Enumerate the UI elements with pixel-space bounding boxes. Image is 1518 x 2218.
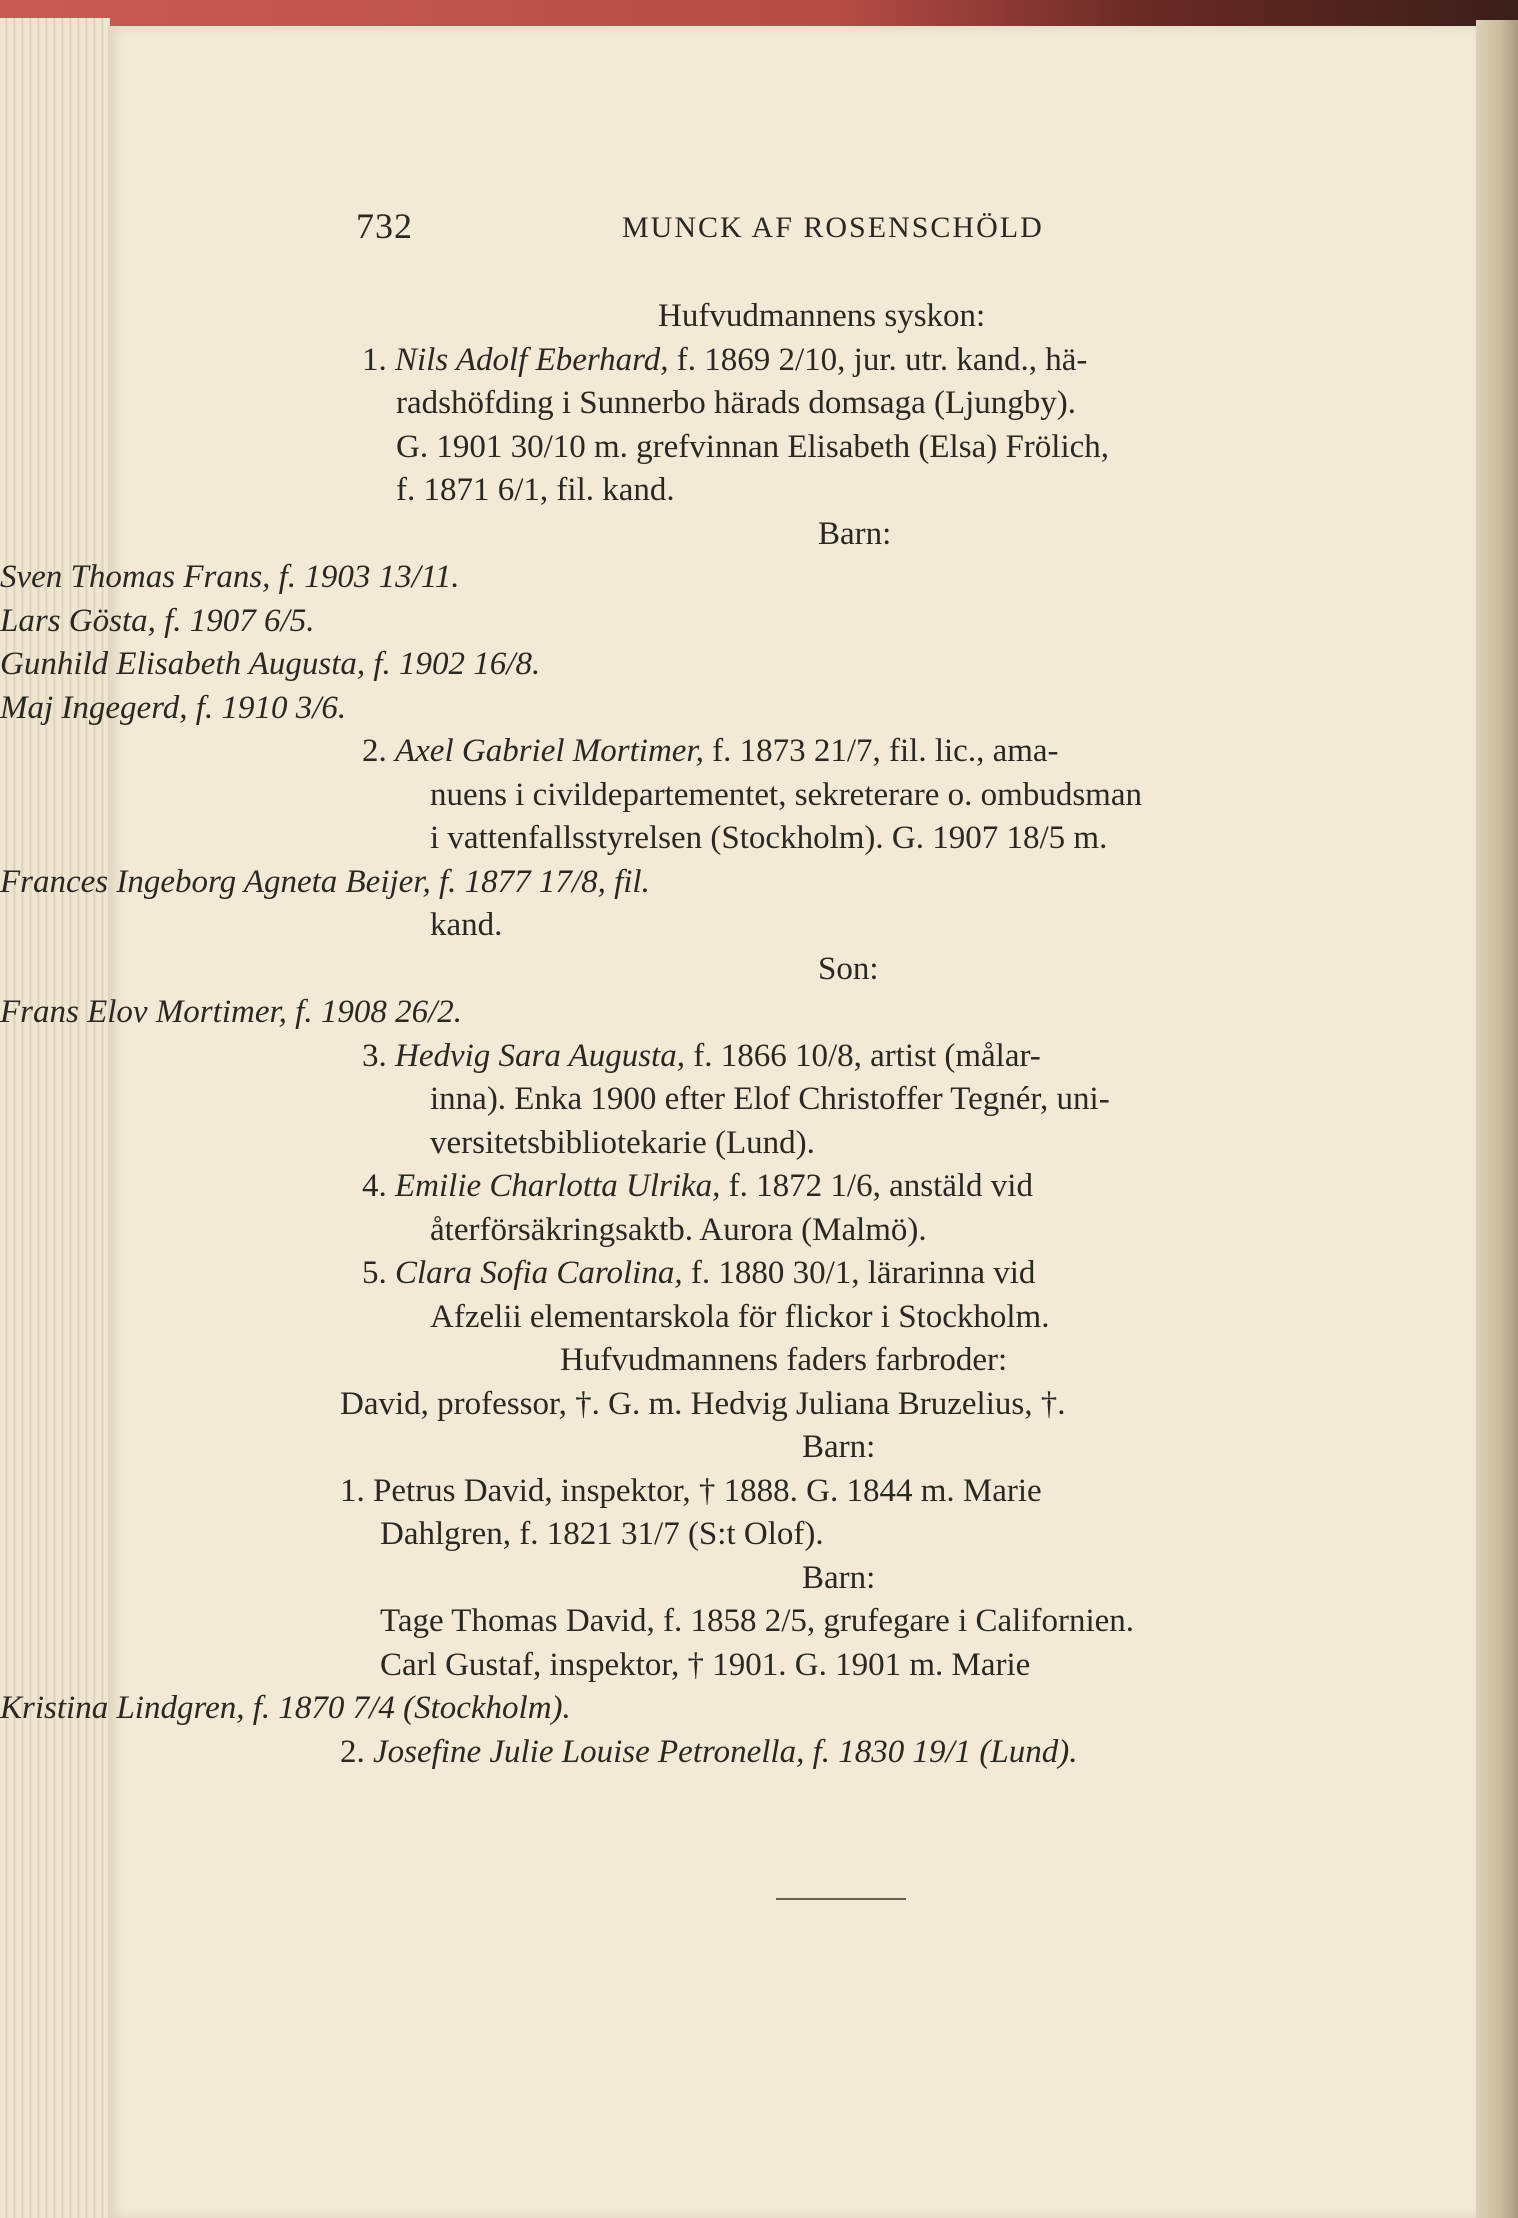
entry-text: radshöfding i Sunnerbo härads domsaga (Ljungby). bbox=[396, 385, 1077, 421]
end-rule bbox=[776, 1898, 906, 1900]
entry-text: inna). Enka 1900 efter Elof Christoffer Tegnér, uni- bbox=[430, 1081, 1110, 1117]
child-line: Lars Gösta, f. 1907 6/5. bbox=[0, 602, 315, 639]
entry-text: f. 1869 2/10, jur. utr. kand., hä- bbox=[676, 341, 1088, 378]
entry-text: kand. bbox=[430, 907, 503, 943]
grandchild-line: Tage Thomas David, f. 1858 2/5, grufegare i Californien. bbox=[380, 1603, 1135, 1639]
entry-3-line-1 bbox=[0, 1035, 1518, 1079]
siblings-heading-line bbox=[0, 295, 1518, 339]
entry-number: 2. bbox=[340, 1733, 365, 1770]
entry-name: Axel Gabriel Mortimer, bbox=[395, 733, 704, 769]
page-body bbox=[0, 295, 1518, 1774]
entry-text: f. 1880 30/1, lärarinna vid bbox=[690, 1255, 1036, 1291]
page-number: 732 bbox=[356, 206, 413, 246]
entry-text: i vattenfallsstyrelsen (Stockholm). G. 1907 18/5 m. bbox=[430, 820, 1108, 856]
child-line: Sven Thomas Frans, f. 1903 13/11. bbox=[0, 559, 460, 595]
entry-text: f. 1872 1/6, anstäld vid bbox=[728, 1168, 1033, 1204]
entry-text: G. 1901 30/10 m. grefvinnan Elisabeth (Elsa) Frölich, bbox=[396, 428, 1110, 465]
child-line: Gunhild Elisabeth Augusta, f. 1902 16/8. bbox=[0, 646, 541, 682]
grandchild-line: Carl Gustaf, inspektor, † 1901. G. 1901 m. Marie bbox=[380, 1646, 1031, 1683]
entry-number: 5. bbox=[362, 1255, 387, 1291]
entry-4-line-1 bbox=[0, 1165, 1518, 1209]
running-head: MUNCK AF ROSENSCHÖLD bbox=[622, 211, 1044, 244]
child-line: Maj Ingegerd, f. 1910 3/6. bbox=[0, 689, 347, 726]
entry-number: 1. bbox=[362, 341, 387, 378]
entry-name: Nils Adolf Eberhard, bbox=[395, 341, 669, 378]
entry-text: Afzelii elementarskola för flickor i Stockholm. bbox=[430, 1298, 1050, 1335]
uncle-line: David, professor, †. G. m. Hedvig Juliana Bruzelius, †. bbox=[340, 1385, 1066, 1422]
entry-number: 2. bbox=[362, 733, 387, 769]
entry-name: Hedvig Sara Augusta, bbox=[395, 1037, 685, 1074]
entry-text: Dahlgren, f. 1821 31/7 (S:t Olof). bbox=[380, 1516, 824, 1552]
entry-text: Petrus David, inspektor, † 1888. G. 1844 m. Marie bbox=[373, 1472, 1042, 1509]
entry-text: Frances Ingeborg Agneta Beijer, f. 1877 17/8, fil. bbox=[0, 863, 650, 900]
page-header bbox=[0, 205, 1518, 245]
entry-text: versitetsbibliotekarie (Lund). bbox=[430, 1124, 815, 1161]
entry-name: Clara Sofia Carolina, bbox=[395, 1255, 683, 1291]
entry-number: 4. bbox=[362, 1168, 387, 1204]
entry-text: f. 1866 10/8, artist (målar- bbox=[693, 1037, 1041, 1074]
entry-text: f. 1873 21/7, fil. lic., ama- bbox=[712, 733, 1059, 769]
entry-1-line-1 bbox=[0, 339, 1518, 383]
siblings-heading: Hufvudmannens syskon: bbox=[658, 298, 986, 334]
entry-number: 1. bbox=[340, 1472, 365, 1509]
entry-text: f. 1871 6/1, fil. kand. bbox=[396, 472, 675, 508]
children-heading: Barn: bbox=[802, 1429, 876, 1465]
entry-text: Josefine Julie Louise Petronella, f. 1830 19/1 (Lund). bbox=[373, 1733, 1078, 1770]
entry-name: Emilie Charlotta Ulrika, bbox=[395, 1168, 721, 1204]
entry-5-line-1 bbox=[0, 1252, 1518, 1296]
children-heading: Barn: bbox=[802, 1559, 876, 1596]
grandchild-line: Kristina Lindgren, f. 1870 7/4 (Stockholm). bbox=[0, 1690, 571, 1726]
children-heading: Barn: bbox=[818, 515, 892, 552]
child-line: Frans Elov Mortimer, f. 1908 26/2. bbox=[0, 994, 462, 1030]
entry-text: återförsäkringsaktb. Aurora (Malmö). bbox=[430, 1211, 927, 1248]
uncle-heading: Hufvudmannens faders farbroder: bbox=[560, 1342, 1008, 1378]
entry-number: 3. bbox=[362, 1037, 387, 1074]
entry-text: nuens i civildepartementet, sekreterare o. ombudsman bbox=[430, 776, 1142, 813]
children-heading: Son: bbox=[818, 950, 879, 987]
entry-2-line-1 bbox=[0, 730, 1518, 774]
